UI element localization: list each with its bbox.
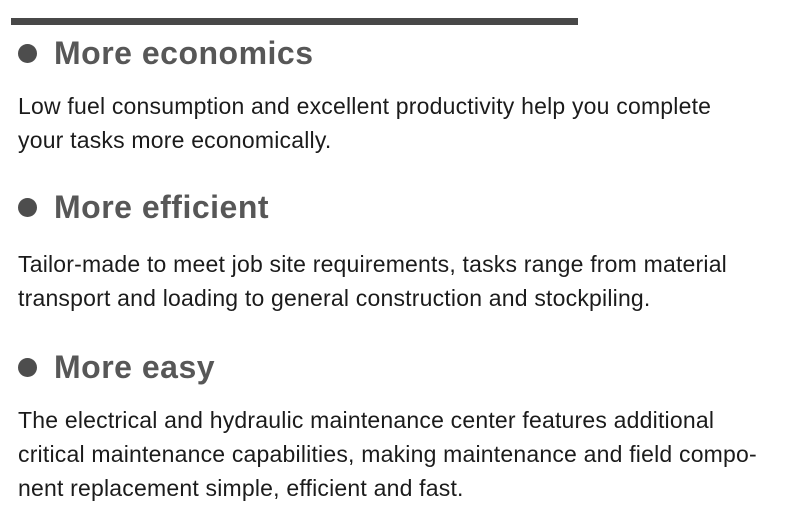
- section-heading-economics: [18, 33, 800, 73]
- bullet-icon: [18, 358, 37, 377]
- heading-efficient: More efficient: [54, 189, 270, 225]
- paragraph-economics: [18, 89, 800, 157]
- paragraph-line: The electrical and hydraulic maintenance center features additional: [18, 407, 715, 433]
- section-heading-efficient: [18, 187, 800, 227]
- paragraph-line: your tasks more economically.: [18, 127, 332, 153]
- paragraph-line: Low fuel consumption and excellent productivity help you complete: [18, 93, 712, 119]
- section-heading-easy: [18, 347, 800, 387]
- paragraph-line: nent replacement simple, efficient and fast.: [18, 475, 464, 501]
- paragraph-line: Tailor-made to meet job site requirements, tasks range from material: [18, 251, 727, 277]
- bullet-icon: [18, 198, 37, 217]
- heading-economics: More economics: [54, 35, 314, 71]
- top-divider-bar: [11, 18, 578, 25]
- paragraph-line: transport and loading to general construction and stockpiling.: [18, 285, 651, 311]
- paragraph-easy: [18, 403, 800, 505]
- paragraph-line: critical maintenance capabilities, making maintenance and field compo-: [18, 441, 757, 467]
- paragraph-efficient: [18, 247, 800, 315]
- heading-easy: More easy: [54, 349, 216, 385]
- bullet-icon: [18, 44, 37, 63]
